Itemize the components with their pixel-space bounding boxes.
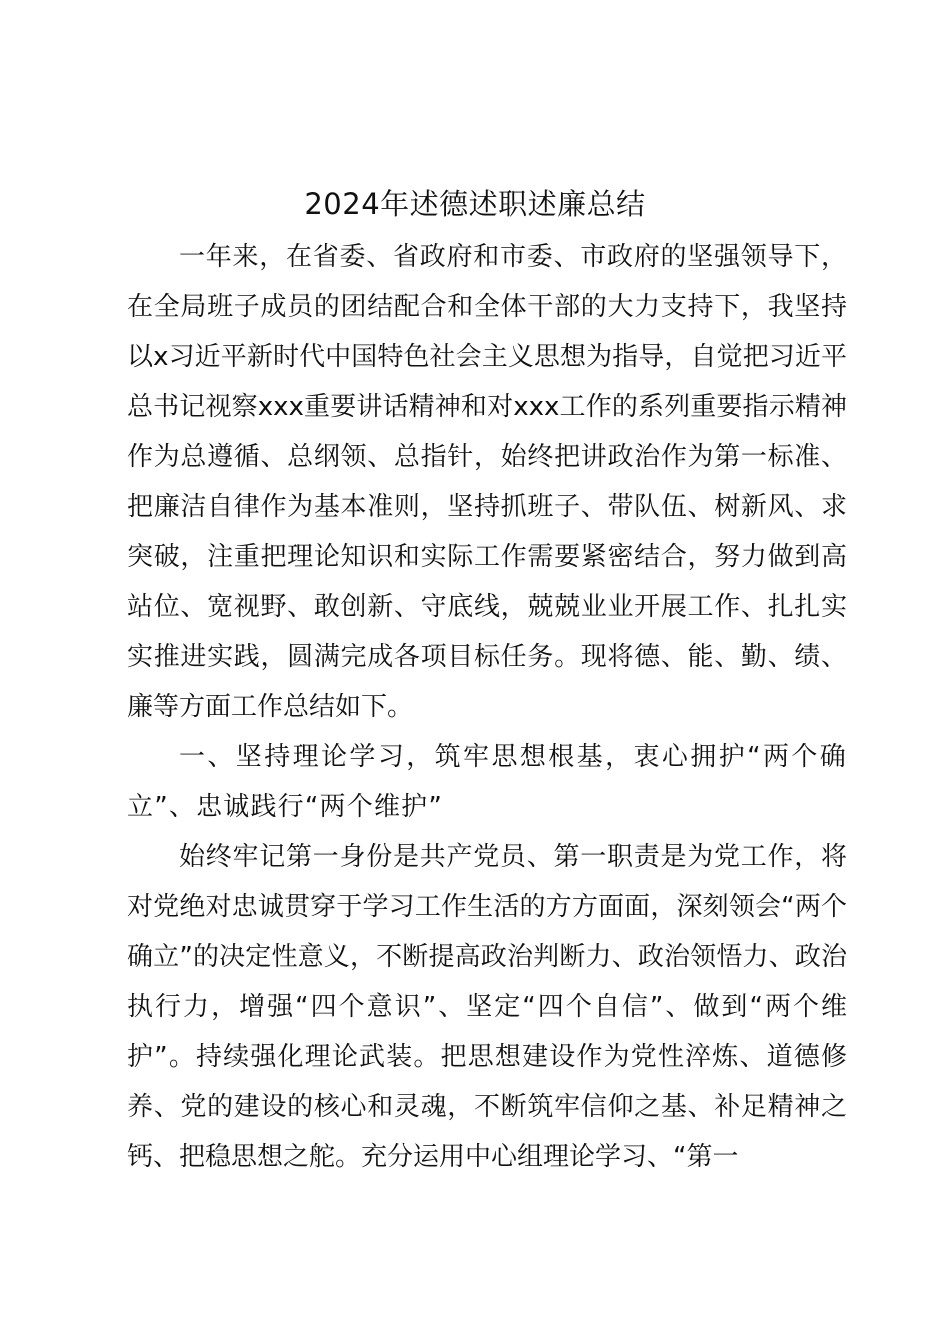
document-title: 2024年述德述职述廉总结 bbox=[304, 187, 646, 221]
section-heading-1: 一、坚持理论学习，筑牢思想根基，衷心拥护“两个确立”、忠诚践行“两个维护” bbox=[127, 742, 847, 822]
intro-paragraph: 一年来，在省委、省政府和市委、市政府的坚强领导下，在全局班子成员的团结配合和全体干部的大力支持下，我坚持以x习近平新时代中国特色社会主义思想为指导，自觉把习近平总书记视察xxx重要讲话精神和对xxx工作的系列重要指示精神作为总遵循、总纲领、总指针，始终把讲政治作为第一标准、把廉洁自律作为基本准则，坚持抓班子、带队伍、树新风、求突破，注重把理论知识和实际工作需要紧密结合，努力做到高站位、宽视野、敢创新、守底线，兢兢业业开展工作、扎扎实实推进实践，圆满完成各项目标任务。现将德、能、勤、绩、廉等方面工作总结如下。 bbox=[127, 242, 847, 722]
section-1-paragraph: 始终牢记第一身份是共产党员、第一职责是为党工作，将对党绝对忠诚贯穿于学习工作生活的方方面面，深刻领会“两个确立”的决定性意义，不断提高政治判断力、政治领悟力、政治执行力，增强“四个意识”、坚定“四个自信”、做到“两个维护”。持续强化理论武装。把思想建设作为党性淬炼、道德修养、党的建设的核心和灵魂，不断筑牢信仰之基、补足精神之钙、把稳思想之舵。充分运用中心组理论学习、“第一 bbox=[127, 842, 847, 1172]
document-body bbox=[127, 232, 847, 1182]
